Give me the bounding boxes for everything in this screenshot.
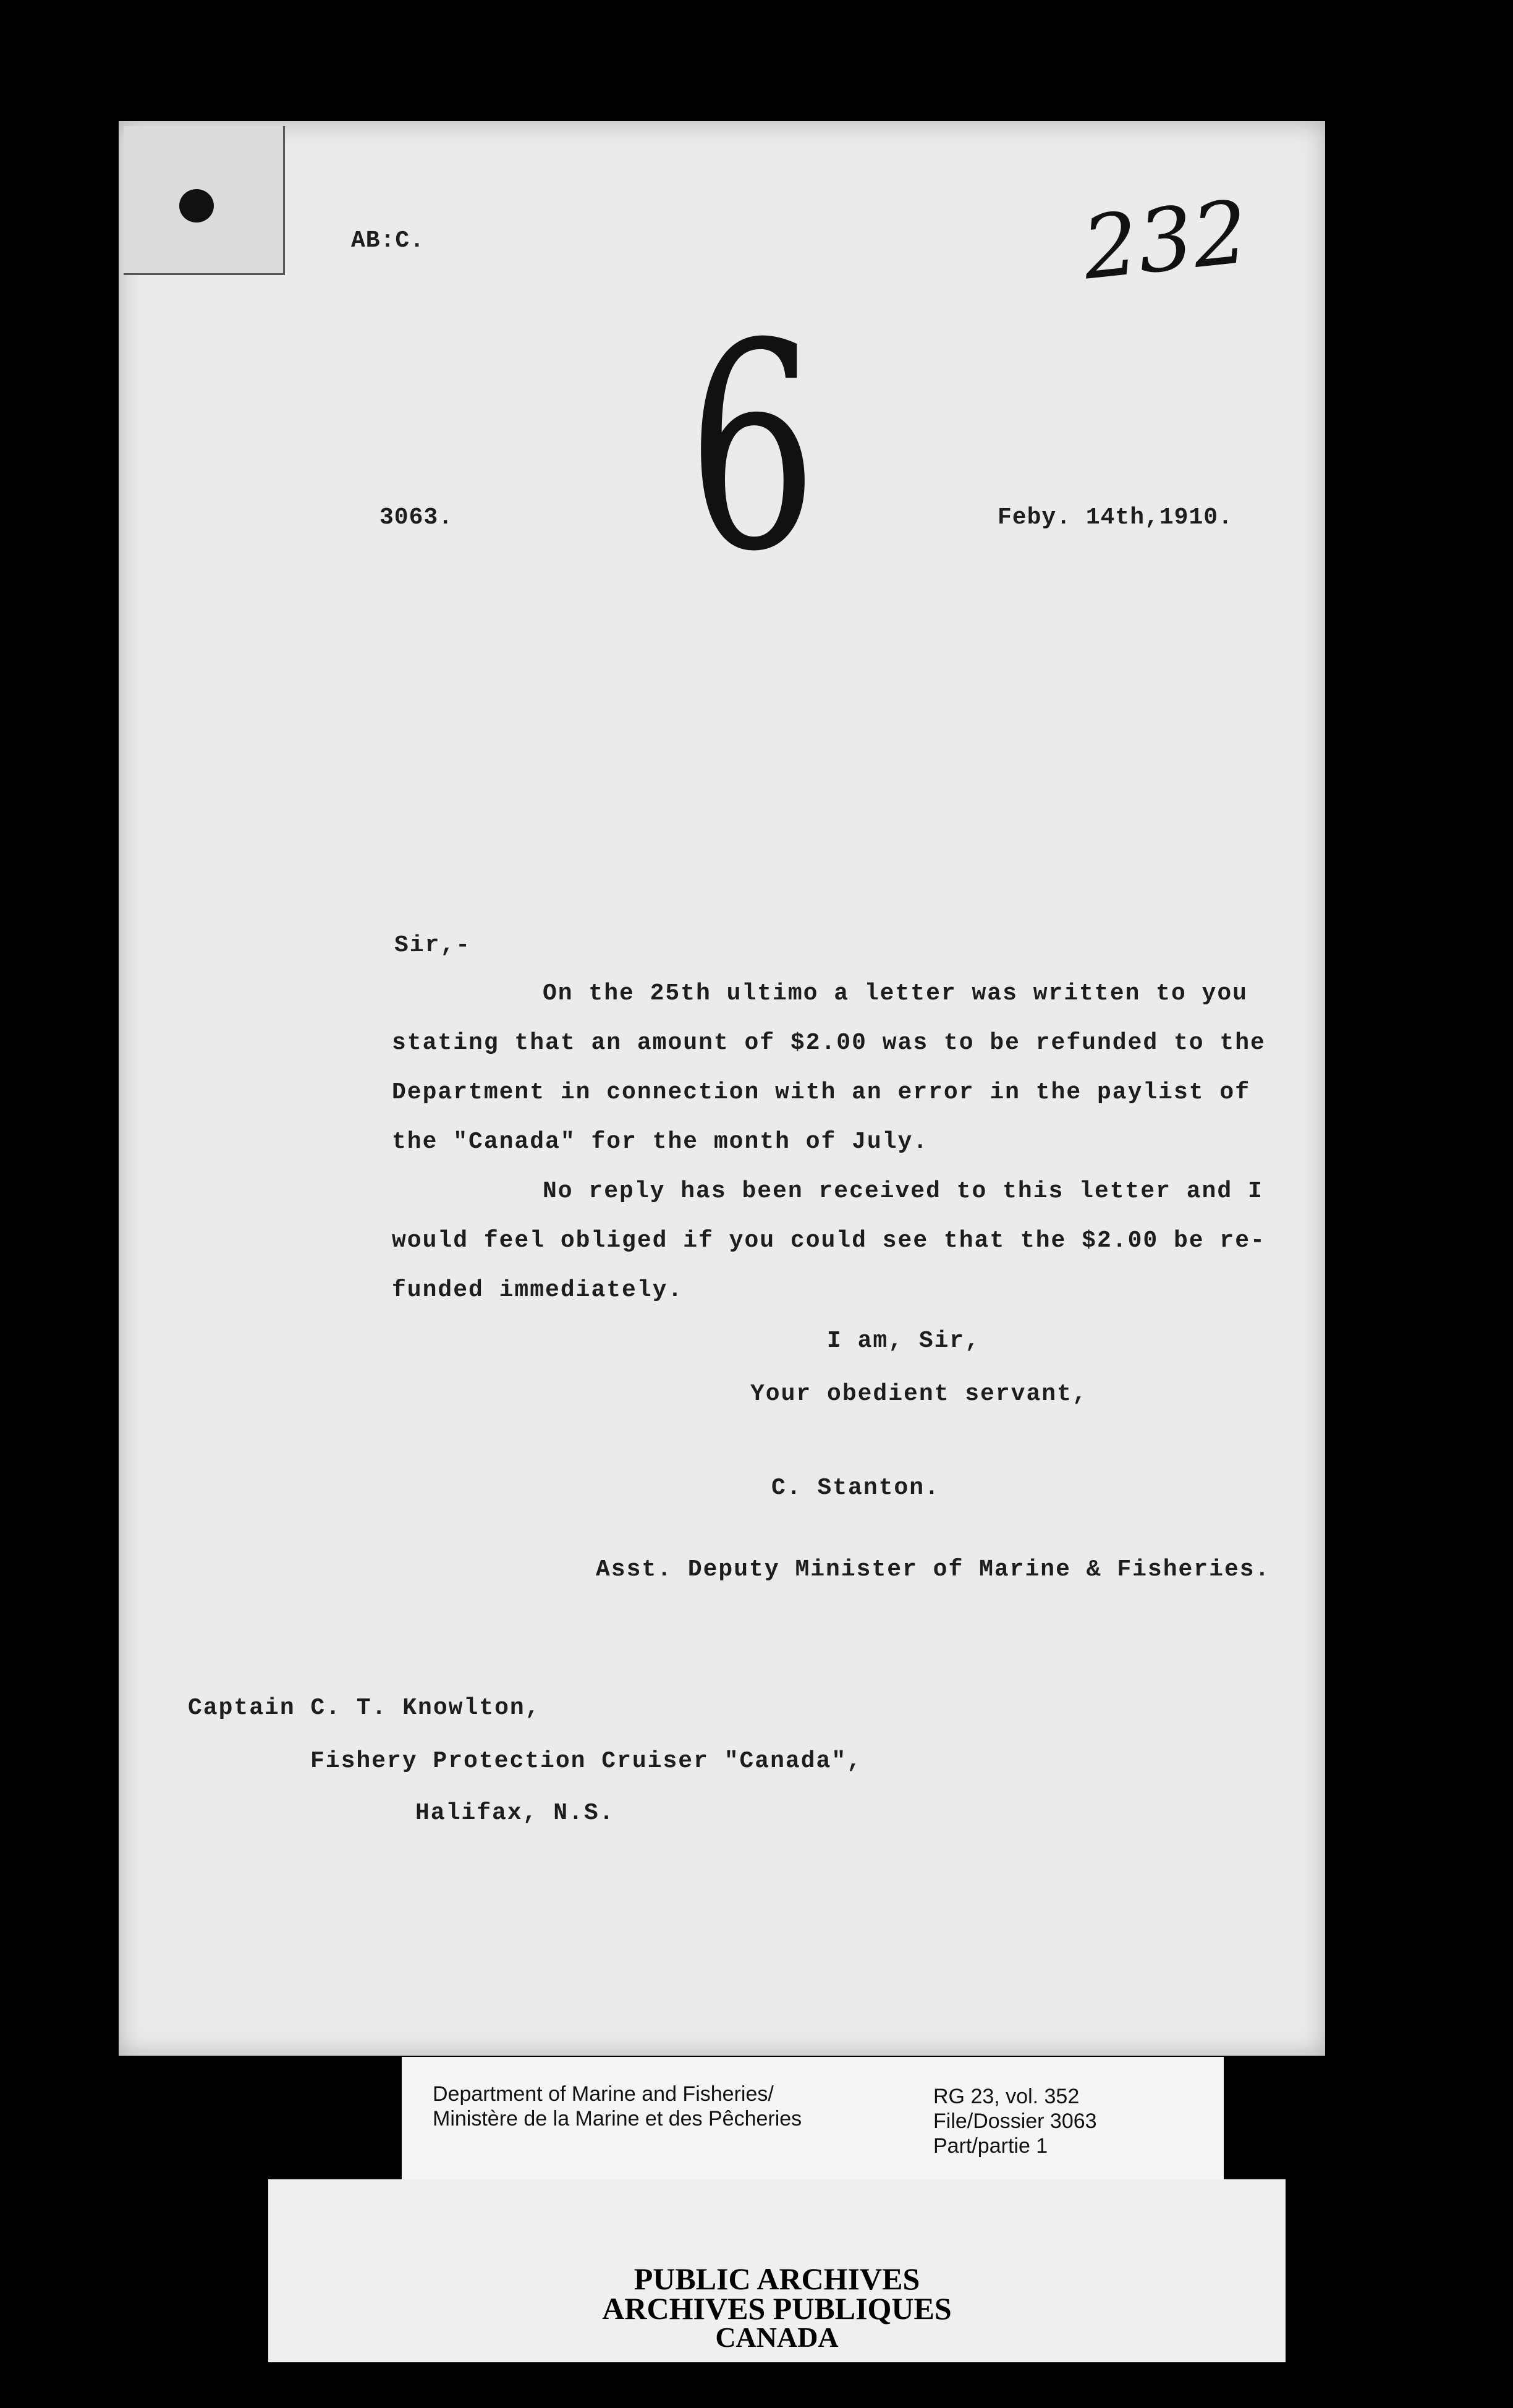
signature-title: Asst. Deputy Minister of Marine & Fisheries. [596,1556,1271,1583]
reference-initials: AB:C. [351,227,425,254]
body-line: On the 25th ultimo a letter was written to you [543,980,1248,1007]
department-english: Department of Marine and Fisheries/ [433,2082,774,2106]
record-group: RG 23, vol. 352 [933,2085,1080,2108]
signature: C. Stanton. [771,1475,940,1501]
addressee-ship: Fishery Protection Cruiser "Canada", [310,1748,862,1774]
file-number: 3063. [379,504,454,531]
stamp-line-french: ARCHIVES PUBLIQUES [602,2291,952,2326]
body-line: would feel obliged if you could see that the $2.00 be re- [392,1227,1266,1254]
handwritten-page-number: 232 [1078,182,1253,300]
addressee-name: Captain C. T. Knowlton, [188,1695,541,1721]
body-line: No reply has been received to this letter and I [543,1178,1263,1205]
archive-label [402,2057,1224,2194]
file-dossier: File/Dossier 3063 [933,2109,1097,2133]
stamp-line-english: PUBLIC ARCHIVES [634,2262,920,2296]
body-line: stating that an amount of $2.00 was to be refunded to the [392,1030,1266,1056]
department-french: Ministère de la Marine et des Pêcheries [433,2107,802,2130]
stamp-line-country: CANADA [715,2321,839,2353]
letter-date: Feby. 14th,1910. [998,504,1233,531]
archive-stamp-strip [268,2179,1286,2362]
punch-hole [179,189,214,223]
handwritten-folio-mark: 6 [687,283,818,614]
closing-line: I am, Sir, [827,1328,981,1354]
closing-line: Your obedient servant, [750,1381,1088,1407]
body-line: the "Canada" for the month of July. [392,1129,929,1155]
letter-sheet [119,121,1325,2056]
addressee-city: Halifax, N.S. [415,1800,615,1826]
part-partie: Part/partie 1 [933,2134,1048,2158]
salutation: Sir,- [394,932,472,959]
body-line: funded immediately. [392,1277,684,1304]
body-line: Department in connection with an error in the paylist of [392,1079,1251,1106]
